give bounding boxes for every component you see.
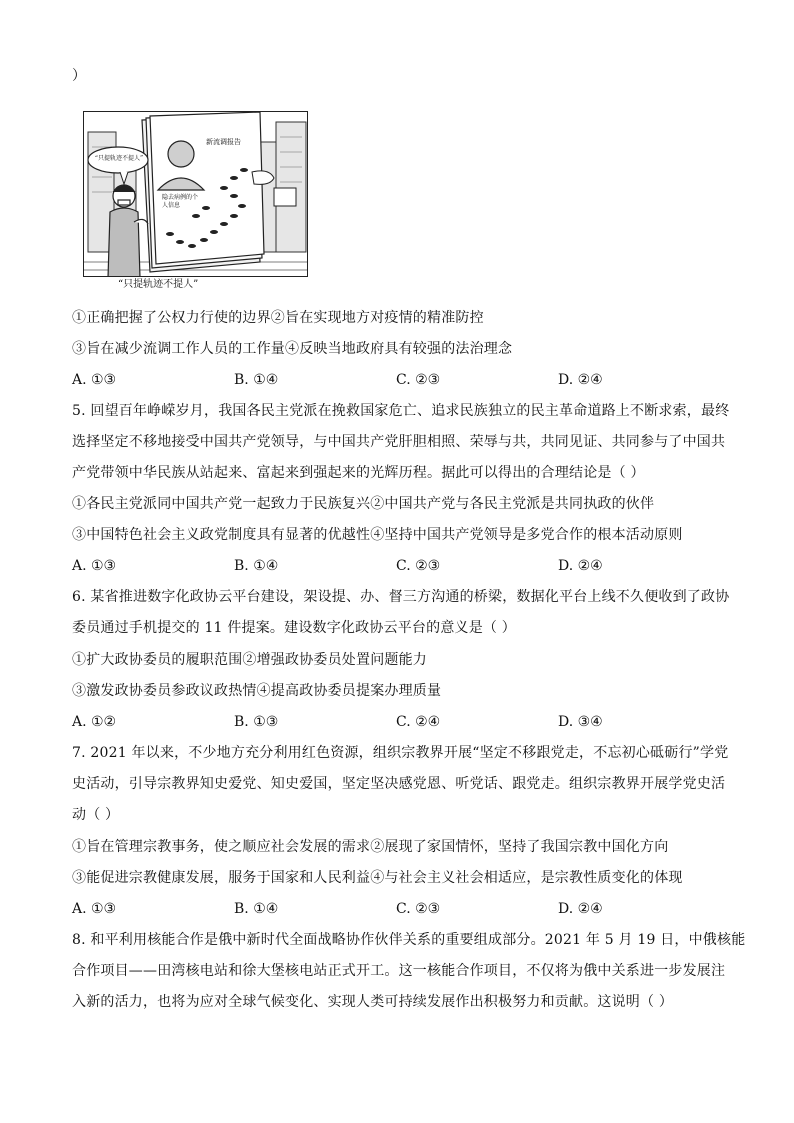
- q5-options: [72, 556, 732, 576]
- q7-stem-line-2: 史活动，引导宗教界知史爱党、知史爱国，坚定坚决感党恩、听党话、跟党走。组织宗教界开展学党史活: [72, 776, 726, 792]
- q4-statement-line-2: ③旨在减少流调工作人员的工作量④反映当地政府具有较强的法治理念: [72, 341, 513, 357]
- q4-option-a: A. ①③: [72, 372, 117, 388]
- q7-option-b: B. ①④: [234, 901, 279, 917]
- q7-option-c: C. ②③: [396, 901, 441, 917]
- q5-option-a: A. ①③: [72, 558, 117, 574]
- q6-stem-line-1: 6. 某省推进数字化政协云平台建设，架设提、办、督三方沟通的桥梁，数据化平台上线不久便收到了政协: [72, 589, 730, 605]
- q7-option-d: D. ②④: [558, 901, 603, 917]
- q6-options: [72, 712, 732, 732]
- q4-option-d: D. ②④: [558, 372, 603, 388]
- q7-options: [72, 899, 732, 919]
- q6-option-a: A. ①②: [72, 714, 117, 730]
- q7-statement-line-2: ③能促进宗教健康发展，服务于国家和人民利益④与社会主义社会相适应，是宗教性质变化的体现: [72, 870, 683, 886]
- q5-statement-line-1: ①各民主党派同中国共产党一起致力于民族复兴②中国共产党与各民主党派是共同执政的伙伴: [72, 496, 655, 512]
- q6-option-c: C. ②④: [396, 714, 441, 730]
- q5-option-b: B. ①④: [234, 558, 279, 574]
- q5-stem-line-1: 5. 回望百年峥嵘岁月，我国各民主党派在挽救国家危亡、追求民族独立的民主革命道路上不断求索，最终: [72, 403, 730, 419]
- q4-statement-line-1: ①正确把握了公权力行使的边界②旨在实现地方对疫情的精准防控: [72, 310, 484, 326]
- speech-bubble-text: “只提轨迹不提人”: [94, 155, 144, 162]
- q5-option-d: D. ②④: [558, 558, 603, 574]
- q5-stem-line-2: 选择坚定不移地接受中国共产党领导，与中国共产党肝胆相照、荣辱与共，共同见证、共同参与了中国共: [72, 434, 726, 450]
- q4-options: [72, 370, 732, 390]
- q8-stem-line-3: 入新的活力，也将为应对全球气候变化、实现人类可持续发展作出积极努力和贡献。这说明（ ）: [72, 994, 674, 1010]
- q5-stem-line-3: 产党带领中华民族从站起来、富起来到强起来的光辉历程。据此可以得出的合理结论是（ ）: [72, 465, 645, 481]
- q6-statement-line-2: ③激发政协委员参政议政热情④提高政协委员提案办理质量: [72, 683, 442, 699]
- q5-statement-line-2: ③中国特色社会主义政党制度具有显著的优越性④坚持中国共产党领导是多党合作的根本活动原则: [72, 527, 683, 543]
- q7-statement-line-1: ①旨在管理宗教事务，使之顺应社会发展的需求②展现了家国情怀，坚持了我国宗教中国化方向: [72, 839, 669, 855]
- portrait-note-text: 隐去病例的个人信息: [162, 194, 199, 209]
- q4-option-c: C. ②③: [396, 372, 441, 388]
- q7-option-a: A. ①③: [72, 901, 117, 917]
- q5-option-c: C. ②③: [396, 558, 441, 574]
- q6-statement-line-1: ①扩大政协委员的履职范围②增强政协委员处置问题能力: [72, 652, 427, 668]
- q8-stem-line-1: 8. 和平利用核能合作是俄中新时代全面战略协作伙伴关系的重要组成部分。2021 年 5 月 19 日，中俄核能: [72, 932, 746, 948]
- q6-option-b: B. ①③: [234, 714, 279, 730]
- q6-stem-line-2: 委员通过手机提交的 11 件提案。建设数字化政协云平台的意义是（ ）: [72, 620, 516, 636]
- page-fragment-parenthesis: ）: [72, 68, 87, 84]
- q8-stem-line-2: 合作项目——田湾核电站和徐大堡核电站正式开工。这一核能合作项目，不仅将为俄中关系进一步发展注: [72, 963, 726, 979]
- report-title-text: 新流调报告: [206, 138, 241, 146]
- figure-caption: “只提轨迹不提人”: [118, 279, 199, 290]
- q4-option-b: B. ①④: [234, 372, 279, 388]
- q7-stem-line-3: 动（ ）: [72, 807, 120, 823]
- q6-option-d: D. ③④: [558, 714, 603, 730]
- cartoon-figure: [83, 111, 308, 277]
- q7-stem-line-1: 7. 2021 年以来，不少地方充分利用红色资源，组织宗教界开展“坚定不移跟党走，不忘初心砥砺行”学党: [72, 745, 729, 761]
